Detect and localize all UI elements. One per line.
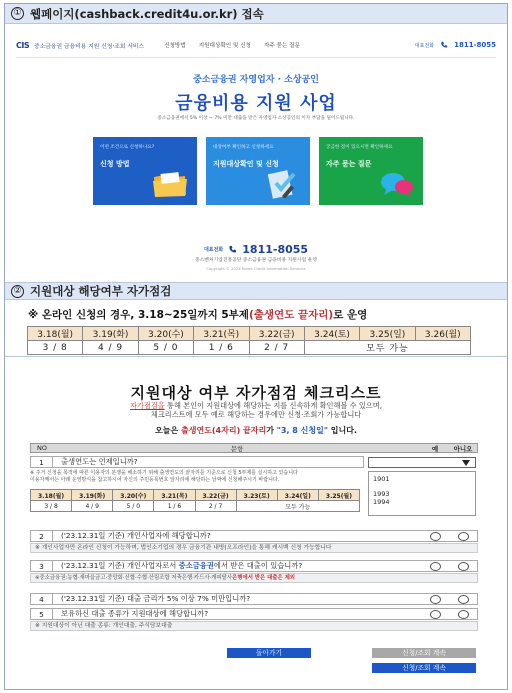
schedule-date: 3.22(금) — [249, 327, 304, 341]
schedule-all: 모두 가능 — [304, 341, 470, 355]
phone-icon — [228, 245, 237, 254]
rotation-note-2: 이용자께서는 아래 운영방식을 참고하시어 자신의 주민등록번호 앞자리에 해당하는 날짜에 신청해주시기 바랍니다. — [30, 477, 280, 483]
hero-title: 금융비용 지원 사업 — [175, 93, 337, 114]
mini-digits: 5 / 0 — [113, 501, 154, 512]
question-3-text-a: ('23.12.31일 기준) 개인사업자로서 — [61, 561, 179, 570]
phone-icon — [440, 41, 448, 49]
mini-date: 3.18(월) — [31, 490, 72, 501]
card-faq-label: 자주 묻는 질문 — [326, 160, 372, 168]
question-text: 출생연도는 언제입니까? — [61, 457, 138, 466]
yes-radio[interactable] — [421, 610, 449, 619]
self-check-link: 자가점검을 — [130, 401, 165, 410]
online-notice-prefix: ※ 온라인 신청의 경우, 3.18~25일까지 5부제 — [28, 309, 249, 321]
card-how-to-apply-small: 어떤 조건으로 신청하나요? — [100, 145, 155, 150]
mini-date: 3.22(금) — [195, 490, 236, 501]
year-option[interactable]: 1993 — [373, 490, 390, 498]
checklist-header — [30, 443, 478, 453]
rotation-note-1: ※ 주거 신청을 목적에 따른 이용자의 분쟁을 해소하기 위해 출생연도의 끝자리를 기준으로 신청 5부제를 실시하고 있습니다 — [30, 470, 298, 476]
service-cards — [93, 137, 423, 205]
question-3-highlight: 중소금융권 — [178, 561, 214, 570]
question-number: 4 — [31, 594, 53, 604]
section2-header — [5, 282, 507, 300]
year-option[interactable]: 1994 — [373, 498, 390, 506]
yes-radio[interactable] — [421, 562, 449, 571]
year-option[interactable]: 1901 — [373, 475, 390, 483]
question-text — [53, 561, 421, 571]
question-row-4 — [30, 593, 478, 605]
question-number: 3 — [31, 561, 53, 571]
today-suffix: 입니다. — [327, 426, 357, 435]
mini-digits: 3 / 8 — [31, 501, 72, 512]
card-faq-small: 궁금한 점이 있으시면 확인하세요 — [326, 145, 393, 150]
schedule-date: 3.26(월) — [415, 327, 470, 341]
no-radio[interactable] — [449, 562, 477, 571]
mini-date: 3.20(수) — [113, 490, 154, 501]
site-name[interactable]: 중소금융권 금융비용 지원 신청·조회 서비스 — [34, 43, 145, 50]
schedule-date: 3.20(수) — [138, 327, 193, 341]
header-no: NO — [37, 444, 47, 452]
question-text: ('23.12.31일 기준) 대출 금리가 5% 이상 7% 미만입니까? — [61, 594, 251, 603]
card-how-to-apply[interactable] — [93, 137, 197, 205]
speech-bubble-icon — [379, 169, 415, 199]
question-row-5 — [30, 608, 478, 620]
today-notice — [0, 425, 512, 436]
footer-phone-number[interactable]: 1811-8055 — [242, 243, 309, 256]
yes-radio[interactable] — [421, 532, 449, 541]
mini-digits: 2 / 7 — [195, 501, 236, 512]
card-how-to-apply-label: 신청 방법 — [100, 160, 130, 168]
nav-menu-eligibility[interactable]: 지원대상확인 및 신청 — [198, 43, 251, 49]
site-nav — [16, 36, 496, 54]
question-row-2 — [30, 530, 478, 542]
schedule-date: 3.21(목) — [194, 327, 249, 341]
card-eligibility[interactable] — [206, 137, 310, 205]
schedule-date: 3.24(토) — [304, 327, 359, 341]
card-faq[interactable] — [319, 137, 423, 205]
birth-year-select[interactable] — [368, 457, 476, 468]
checklist-icon — [266, 169, 302, 199]
schedule-date: 3.25(일) — [360, 327, 415, 341]
mini-date: 3.19(화) — [72, 490, 113, 501]
apply-button-disabled[interactable]: 신청/조회 계속 — [372, 648, 476, 658]
back-button[interactable]: 돌아가기 — [227, 648, 311, 658]
online-notice-highlight: (출생연도 끝자리) — [248, 309, 334, 321]
checklist-title: 지원대상 여부 자가점검 체크리스트 — [130, 384, 382, 402]
question-row-3 — [30, 560, 478, 572]
section1-header — [5, 4, 507, 24]
mini-date: 3.24(일) — [277, 490, 318, 501]
schedule-digits: 2 / 7 — [249, 341, 304, 355]
schedule-digits: 4 / 9 — [83, 341, 138, 355]
mini-digits: 1 / 6 — [154, 501, 195, 512]
hero-description: 중소금융권에서 5% 이상 ~ 7% 미만 대출을 받은 자영업자·소상공인의 이자 부담을 덜어드립니다. — [157, 116, 355, 121]
schedule-date: 3.18(월) — [28, 327, 83, 341]
today-digits: "3, 8 신청일" — [276, 426, 328, 435]
yes-radio[interactable] — [421, 595, 449, 604]
checklist-intro-2: 체크리스트에 모두 예로 해당하는 경우에만 신청·조회가 가능합니다 — [150, 410, 362, 419]
schedule-digits: 1 / 6 — [194, 341, 249, 355]
today-mid: 가 — [266, 426, 277, 435]
mini-all: 모두 가능 — [236, 501, 359, 512]
no-radio[interactable] — [449, 532, 477, 541]
nav-menu-faq[interactable]: 자주 묻는 질문 — [263, 43, 300, 49]
online-notice — [28, 307, 367, 322]
mini-digits: 4 / 9 — [72, 501, 113, 512]
question-5-note: ※ 지원대상이 아닌 대출 종류: 개인대출, 주식담보대출 — [30, 621, 478, 631]
card-eligibility-label: 지원대상확인 및 신청 — [213, 160, 279, 168]
card-eligibility-small: 대상여부 확인하고 신청하세요 — [213, 145, 274, 150]
section1-number: ① — [11, 7, 24, 20]
hero-subtitle: 중소금융권 자영업자 · 소상공인 — [193, 75, 319, 85]
nav-menu-how-to[interactable]: 신청방법 — [164, 43, 186, 49]
nav-phone-number[interactable]: 1811-8055 — [454, 41, 496, 49]
question-2-note: ※ 개인사업자만 온라인 신청이 가능하며, 법인소기업의 경우 금융기관 내방(오프라인)을 통해 캐시백 신청 가능합니다 — [30, 543, 478, 553]
today-red: 출생연도(4자리) 끝자리 — [180, 426, 267, 435]
question-number: 5 — [31, 609, 53, 619]
no-radio[interactable] — [449, 595, 477, 604]
question-3-note-red: 은행에서 받은 대출은 제외 — [232, 575, 296, 581]
schedule-date: 3.19(화) — [83, 327, 138, 341]
schedule-digits: 5 / 0 — [138, 341, 193, 355]
section-divider — [5, 356, 507, 357]
question-number: 2 — [31, 531, 53, 541]
birth-year-options[interactable] — [368, 471, 476, 516]
mini-date: 3.21(목) — [154, 490, 195, 501]
question-row-1 — [30, 456, 364, 468]
question-3-note-text: ※중소금융권:농협·새마을금고·중앙회·신협·수협·산림조합 저축은행·카드사·캐피탈사 — [35, 575, 233, 581]
no-radio[interactable] — [449, 610, 477, 619]
question-3-text-c: 에서 받은 대출이 있습니까? — [213, 561, 303, 570]
question-text: 보유하신 대출 종류가 지원대상에 해당합니까? — [61, 609, 209, 618]
header-question: 문항 — [230, 444, 244, 453]
question-text: ('23.12.31일 기준) 개인사업자에 해당합니까? — [61, 531, 211, 540]
checklist-intro-1-text: 통해 본인이 지원대상에 해당하는 지를 신속하게 확인해볼 수 있으며, — [164, 401, 382, 410]
mini-schedule-table — [30, 489, 360, 512]
question-3-note — [30, 573, 478, 583]
section1-title: 웹페이지(cashback.credit4u.or.kr) 접속 — [30, 6, 264, 21]
footer-copyright: Copyright © 2024 Korea Credit Information Services — [206, 266, 306, 271]
section2-number: ② — [11, 285, 24, 298]
footer-phone — [0, 243, 512, 256]
folder-icon — [151, 169, 189, 199]
question-number: 1 — [31, 457, 53, 467]
schedule-digits: 3 / 8 — [28, 341, 83, 355]
header-yes: 예 — [431, 444, 439, 453]
apply-button[interactable]: 신청/조회 계속 — [372, 663, 476, 673]
schedule-table — [27, 326, 471, 355]
section2-title: 지원대상 해당여부 자가점검 — [30, 284, 172, 298]
nav-divider — [16, 57, 496, 58]
site-logo[interactable]: CIS — [16, 40, 30, 50]
nav-phone-label: 대표전화 — [414, 42, 435, 49]
header-no-answer: 아니오 — [453, 444, 473, 453]
chevron-down-icon — [462, 460, 470, 466]
mini-date: 3.25(월) — [318, 490, 359, 501]
mini-date: 3.23(토) — [236, 490, 277, 501]
footer-phone-label: 대표전화 — [203, 247, 224, 253]
online-notice-suffix: 로 운영 — [333, 309, 368, 321]
nav-phone — [415, 41, 496, 49]
today-prefix: 오늘은 — [155, 426, 181, 435]
footer-operator: 중소벤처기업진흥공단 중소금융권 금융비용 지원사업 운영 — [195, 258, 317, 263]
